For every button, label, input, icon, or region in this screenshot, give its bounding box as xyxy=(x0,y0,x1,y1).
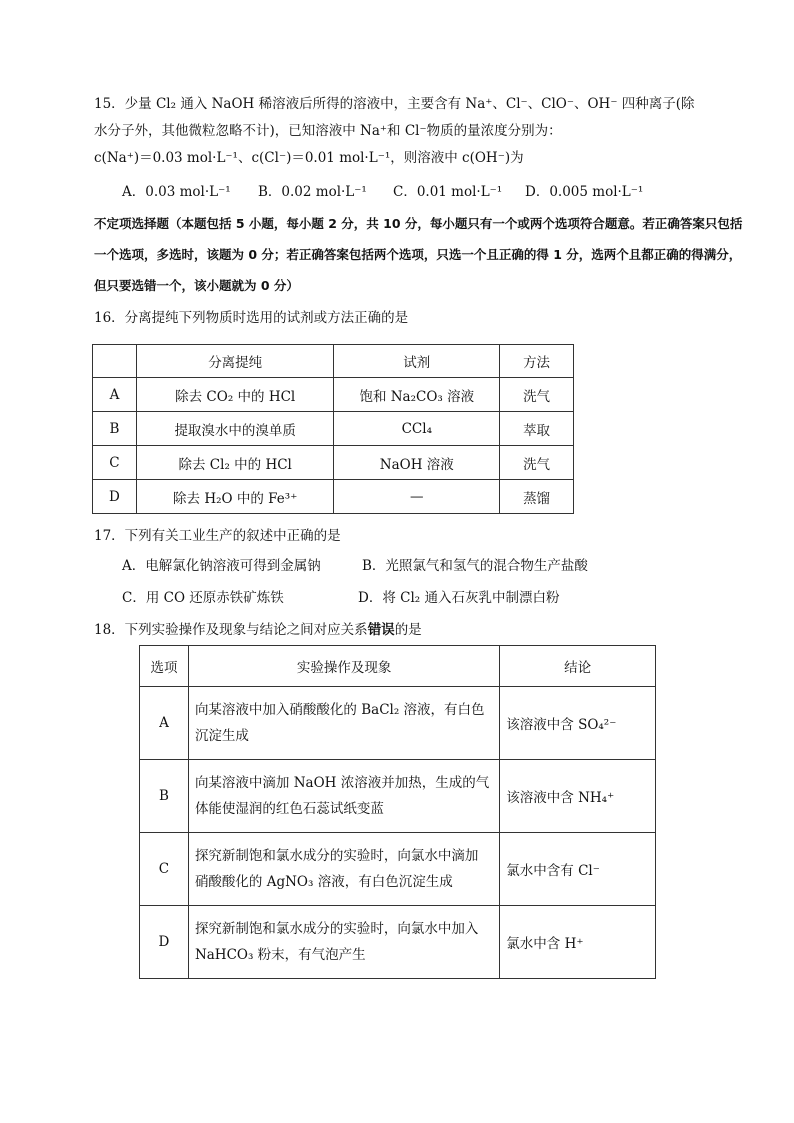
q15-line-1: 15．少量 Cl₂ 通入 NaOH 稀溶液后所得的溶液中，主要含有 Na⁺、Cl⁻、ClO⁻、OH⁻ 四种离子(除 xyxy=(94,96,695,112)
q16-row-a xyxy=(93,378,574,412)
q18-option-cell: A xyxy=(140,687,189,760)
q15-option-d: D．0.005 mol·L⁻¹ xyxy=(525,184,644,200)
q17-option-a: A．电解氯化钠溶液可得到金属钠 xyxy=(122,558,321,574)
q16-cell: C xyxy=(93,446,137,480)
q18-option-cell: B xyxy=(140,760,189,833)
q16-cell: 提取溴水中的溴单质 xyxy=(136,412,334,446)
q18-operation-line: 向某溶液中加入硝酸酸化的 BaCl₂ 溶液，有白色 xyxy=(194,702,485,718)
q18-table xyxy=(139,645,656,979)
q18-conclusion-cell: 氯水中含 H⁺ xyxy=(500,906,656,979)
q18-operation-line: NaHCO₃ 粉末，有气泡产生 xyxy=(194,947,366,963)
q16-row-d xyxy=(93,480,574,514)
q17-option-d: D．将 Cl₂ 通入石灰乳中制漂白粉 xyxy=(358,590,560,606)
q16-cell: — xyxy=(334,480,500,514)
section-instruction-line-1: 不定项选择题（本题包括 5 小题，每小题 2 分，共 10 分，每小题只有一个或两个选项符合题意。若正确答案只包括 xyxy=(94,216,743,231)
q18-operation-line: 体能使湿润的红色石蕊试纸变蓝 xyxy=(194,801,384,817)
q18-header-cell: 选项 xyxy=(140,646,189,687)
q15-option-b: B．0.02 mol·L⁻¹ xyxy=(258,184,367,200)
q18-header-cell: 结论 xyxy=(500,646,656,687)
q16-cell: NaOH 溶液 xyxy=(334,446,500,480)
q16-table xyxy=(92,344,574,514)
q18-conclusion-cell: 氯水中含有 Cl⁻ xyxy=(500,833,656,906)
q18-operation-cell xyxy=(188,687,499,760)
q16-cell: 蒸馏 xyxy=(500,480,574,514)
q15-option-a: A．0.03 mol·L⁻¹ xyxy=(122,184,231,200)
q18-operation-line: 探究新制饱和氯水成分的实验时，向氯水中加入 xyxy=(194,921,479,937)
q16-cell: 除去 H₂O 中的 Fe³⁺ xyxy=(136,480,334,514)
section-instruction-line-2: 一个选项，多选时，该题为 0 分；若正确答案包括两个选项，只选一个且正确的得 1 分，选两个且都正确的得满分， xyxy=(94,247,742,262)
q15-line-2: 水分子外，其他微粒忽略不计)，已知溶液中 Na⁺和 Cl⁻物质的量浓度分别为： xyxy=(94,123,562,139)
q18-header-cell: 实验操作及现象 xyxy=(188,646,499,687)
q15-option-c: C．0.01 mol·L⁻¹ xyxy=(393,184,503,200)
q16-stem: 16．分离提纯下列物质时选用的试剂或方法正确的是 xyxy=(94,310,409,326)
q16-header-cell: 试剂 xyxy=(334,345,500,378)
q18-row-a xyxy=(140,687,656,760)
q18-operation-cell xyxy=(188,833,499,906)
q18-option-cell: C xyxy=(140,833,189,906)
q18-stem-text: 18．下列实验操作及现象与结论之间对应关系 xyxy=(94,622,368,638)
q18-stem-emphasis: 错误 xyxy=(367,622,395,638)
q18-option-cell: D xyxy=(140,906,189,979)
q16-header-cell: 方法 xyxy=(500,345,574,378)
q16-cell: 萃取 xyxy=(500,412,574,446)
q18-row-d xyxy=(140,906,656,979)
q17-stem: 17．下列有关工业生产的叙述中正确的是 xyxy=(94,528,341,544)
q16-header-row xyxy=(93,345,574,378)
q18-operation-cell xyxy=(188,760,499,833)
q18-operation-line: 向某溶液中滴加 NaOH 浓溶液并加热，生成的气 xyxy=(194,775,490,791)
q16-cell: 饱和 Na₂CO₃ 溶液 xyxy=(334,378,500,412)
q17-option-c: C．用 CO 还原赤铁矿炼铁 xyxy=(122,590,284,606)
q16-cell: CCl₄ xyxy=(334,412,500,446)
q18-operation-line: 沉淀生成 xyxy=(194,728,249,744)
section-instruction-line-3: 但只要选错一个，该小题就为 0 分） xyxy=(94,278,299,293)
q15-line-3: c(Na⁺)＝0.03 mol·L⁻¹、c(Cl⁻)＝0.01 mol·L⁻¹，则溶液中 c(OH⁻)为 xyxy=(94,150,524,166)
q18-row-b xyxy=(140,760,656,833)
q16-cell: 除去 Cl₂ 中的 HCl xyxy=(136,446,334,480)
q16-header-cell: 分离提纯 xyxy=(136,345,334,378)
q18-stem-text-end: 的是 xyxy=(394,622,422,638)
q18-header-row xyxy=(140,646,656,687)
q16-cell: 洗气 xyxy=(500,378,574,412)
q16-row-b xyxy=(93,412,574,446)
q18-operation-cell xyxy=(188,906,499,979)
q16-row-c xyxy=(93,446,574,480)
q16-cell: 除去 CO₂ 中的 HCl xyxy=(136,378,334,412)
q16-cell: 洗气 xyxy=(500,446,574,480)
q18-operation-line: 探究新制饱和氯水成分的实验时，向氯水中滴加 xyxy=(194,848,479,864)
q17-option-b: B．光照氯气和氢气的混合物生产盐酸 xyxy=(362,558,588,574)
q16-cell: A xyxy=(93,378,137,412)
q16-header-cell xyxy=(93,345,137,378)
q18-operation-line: 硝酸酸化的 AgNO₃ 溶液，有白色沉淀生成 xyxy=(194,874,453,890)
q18-conclusion-cell: 该溶液中含 SO₄²⁻ xyxy=(500,687,656,760)
q18-stem xyxy=(94,620,422,640)
q16-cell: D xyxy=(93,480,137,514)
q16-cell: B xyxy=(93,412,137,446)
q18-row-c xyxy=(140,833,656,906)
q18-conclusion-cell: 该溶液中含 NH₄⁺ xyxy=(500,760,656,833)
